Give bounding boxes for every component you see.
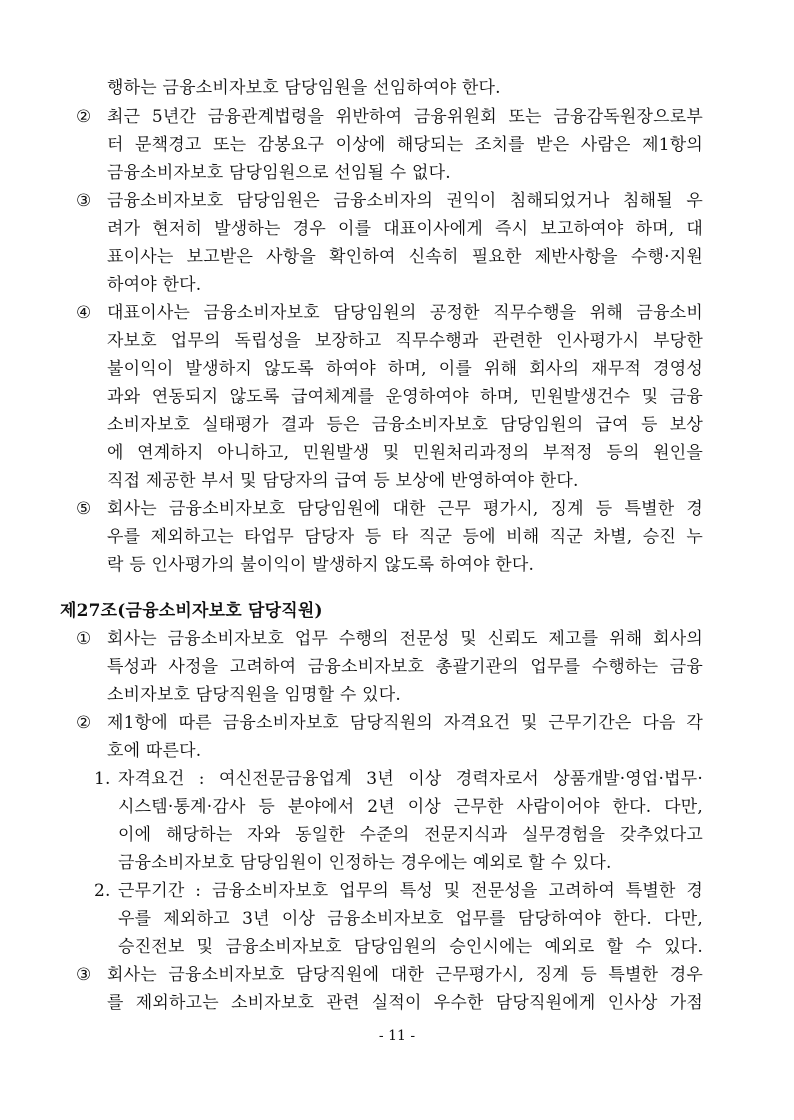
text-line: 를 제외하고는 소비자보호 관련 실적이 우수한 담당직원에게 인사상 가점 bbox=[107, 993, 703, 1013]
article-heading: 제27조(금융소비자보호 담당직원) bbox=[60, 601, 323, 621]
text-line: 제1항에 따른 금융소비자보호 담당직원의 자격요건 및 근무기간은 다음 각 bbox=[107, 713, 703, 733]
text-line: 터 문책경고 또는 감봉요구 이상에 해당되는 조치를 받은 사람은 제1항의 bbox=[107, 135, 703, 155]
item-number: ③ bbox=[76, 191, 92, 211]
text-line: 우를 제외하고는 타업무 담당자 등 타 직군 등에 비해 직군 차별, 승진 누 bbox=[107, 527, 703, 547]
text-line: 불이익이 발생하지 않도록 하여야 하며, 이를 위해 회사의 재무적 경영성 bbox=[107, 359, 703, 379]
text-line: 회사는 금융소비자보호 담당임원에 대한 근무 평가시, 징계 등 특별한 경 bbox=[107, 499, 703, 519]
text-line: 자격요건 : 여신전문금융업계 3년 이상 경력자로서 상품개발·영업·법무· bbox=[118, 769, 703, 789]
text-line: 금융소비자보호 담당임원이 인정하는 경우에는 예외로 할 수 있다. bbox=[118, 853, 612, 873]
text-line: 소비자보호 담당직원을 임명할 수 있다. bbox=[107, 685, 401, 705]
text-line: 우를 제외하고 3년 이상 금융소비자보호 업무를 담당하여야 한다. 다만, bbox=[118, 909, 703, 929]
text-line: 려가 현저히 발생하는 경우 이를 대표이사에게 즉시 보고하여야 하며, 대 bbox=[107, 219, 703, 239]
item-number: ② bbox=[76, 713, 92, 733]
text-line: 직접 제공한 부서 및 담당자의 급여 등 보상에 반영하여야 한다. bbox=[107, 471, 579, 491]
text-line: 최근 5년간 금융관계법령을 위반하여 금융위원회 또는 금융감독원장으로부 bbox=[107, 107, 703, 127]
item-number: ⑤ bbox=[76, 499, 92, 519]
text-line: 시스템·통계·감사 등 분야에서 2년 이상 근무한 사람이어야 한다. 다만, bbox=[118, 797, 703, 817]
text-line: 특성과 사정을 고려하여 금융소비자보호 총괄기관의 업무를 수행하는 금융 bbox=[107, 657, 703, 677]
text-line: 자보호 업무의 독립성을 보장하고 직무수행과 관련한 인사평가시 부당한 bbox=[107, 331, 703, 351]
sub-item-number: 1. bbox=[94, 769, 111, 789]
text-line: 표이사는 보고받은 사항을 확인하여 신속히 필요한 제반사항을 수행·지원 bbox=[107, 247, 703, 267]
item-number: ④ bbox=[76, 303, 92, 323]
text-line: 회사는 금융소비자보호 업무 수행의 전문성 및 신뢰도 제고를 위해 회사의 bbox=[107, 629, 703, 649]
text-line: 에 연계하지 아니하고, 민원발생 및 민원처리과정의 부적정 등의 원인을 bbox=[107, 443, 703, 463]
item-number: ③ bbox=[76, 965, 92, 985]
sub-item-number: 2. bbox=[94, 881, 111, 901]
page-number: - 11 - bbox=[378, 1028, 416, 1044]
text-line: 이에 해당하는 자와 동일한 수준의 전문지식과 실무경험을 갖추었다고 bbox=[118, 825, 703, 845]
text-line: 소비자보호 실태평가 결과 등은 금융소비자보호 담당임원의 급여 등 보상 bbox=[107, 415, 703, 435]
text-line: 대표이사는 금융소비자보호 담당임원의 공정한 직무수행을 위해 금융소비 bbox=[107, 303, 703, 323]
text-line: 금융소비자보호 담당임원은 금융소비자의 권익이 침해되었거나 침해될 우 bbox=[107, 191, 703, 211]
text-line: 금융소비자보호 담당임원으로 선임될 수 없다. bbox=[107, 163, 451, 183]
text-line: 근무기간 : 금융소비자보호 업무의 특성 및 전문성을 고려하여 특별한 경 bbox=[118, 881, 703, 901]
item-number: ① bbox=[76, 629, 92, 649]
text-line: 락 등 인사평가의 불이익이 발생하지 않도록 하여야 한다. bbox=[107, 555, 535, 575]
text-line: 하여야 한다. bbox=[107, 275, 202, 295]
text-line: 회사는 금융소비자보호 담당직원에 대한 근무평가시, 징계 등 특별한 경우 bbox=[107, 965, 703, 985]
text-line: 행하는 금융소비자보호 담당임원을 선임하여야 한다. bbox=[107, 78, 501, 98]
text-line: 승진전보 및 금융소비자보호 담당임원의 승인시에는 예외로 할 수 있다. bbox=[118, 937, 703, 957]
item-number: ② bbox=[76, 107, 92, 127]
text-line: 과와 연동되지 않도록 급여체계를 운영하여야 하며, 민원발생건수 및 금융 bbox=[107, 387, 703, 407]
text-line: 호에 따른다. bbox=[107, 741, 202, 761]
